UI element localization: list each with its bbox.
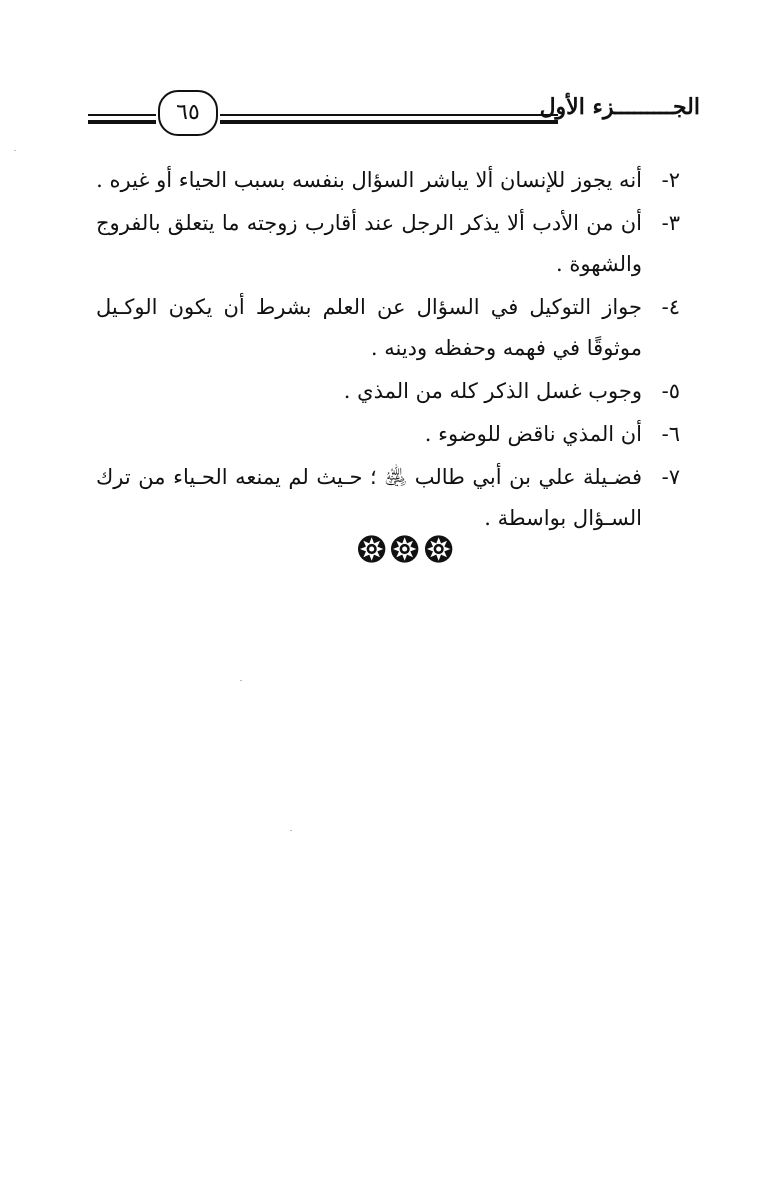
item-number: ٤- [661,295,680,319]
section-ornament [357,534,453,568]
page-number: ٦٥ [158,90,218,136]
list-item [96,457,680,539]
scan-speck [240,680,242,681]
sun-rosette-icon [357,534,386,564]
item-text: أن من الأدب ألا يذكر الرجل عند أقارب زوجته ما يتعلق بالفروج والشهوة . [96,211,642,276]
item-text: وجوب غسل الذكر كله من المذي . [343,379,642,403]
list-item [96,414,680,455]
sun-rosette-icon [424,534,453,564]
header-rule-right [220,114,558,124]
item-text: أن المذي ناقض للوضوء . [424,422,642,446]
item-number: ٦- [661,422,680,446]
item-number: ٢- [661,168,680,192]
list-item [96,203,680,285]
item-text: جواز التوكيل في السؤال عن العلم بشرط أن يكون الوكـيل موثوقًا في فهمه وحفظه ودينه . [96,295,642,360]
list-item [96,371,680,412]
item-text: أنه يجوز للإنسان ألا يباشر السؤال بنفسه بسبب الحياء أو غيره . [96,168,642,192]
item-number: ٣- [661,211,680,235]
item-number: ٧- [661,465,680,489]
list-item [96,160,680,201]
scan-speck [14,150,16,151]
scan-speck [290,830,292,831]
header-rule-left [88,114,156,124]
item-text: فضـيلة علي بن أبي طالب ﵁ ؛ حـيث لم يمنعه الحـياء من ترك السـؤال بواسطة . [96,465,642,530]
list-item [96,287,680,369]
numbered-list [96,160,680,541]
part-title: الجـــــــــزء الأول [539,94,700,120]
page-header [88,88,700,148]
item-number: ٥- [661,379,680,403]
sun-rosette-icon [390,534,419,564]
